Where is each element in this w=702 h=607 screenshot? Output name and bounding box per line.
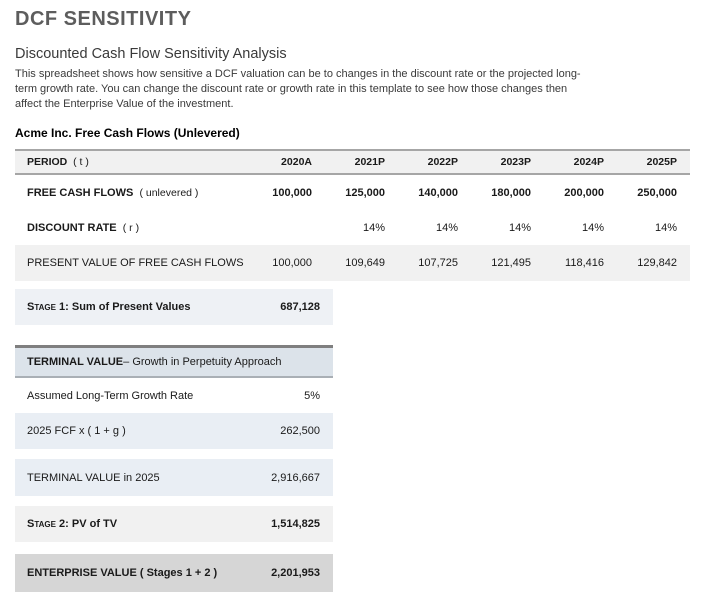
- enterprise-value-value: 2,201,953: [271, 567, 320, 579]
- pv-cell-2020: 100,000: [272, 257, 312, 269]
- fcf-times-growth-label: 2025 FCF x ( 1 + g ): [27, 425, 126, 437]
- table-header-row: [15, 149, 690, 175]
- discount-cell-2023[interactable]: 14%: [508, 221, 531, 234]
- page-title: DCF SENSITIVITY: [15, 8, 192, 30]
- table-heading: Acme Inc. Free Cash Flows (Unlevered): [15, 126, 240, 140]
- fcf-cell-2024[interactable]: 200,000: [564, 186, 604, 199]
- pv-cell-2025: 129,842: [637, 257, 677, 269]
- free-cash-flows-row: [15, 175, 690, 210]
- period-header: PERIOD ( t ): [27, 156, 89, 168]
- growth-rate-row: [15, 378, 333, 413]
- fcf-cell-2023[interactable]: 180,000: [491, 186, 531, 199]
- free-cash-flows-label: FREE CASH FLOWS ( unlevered ): [27, 186, 199, 199]
- discount-cell-2025[interactable]: 14%: [654, 221, 677, 234]
- cash-flow-table: [15, 149, 690, 281]
- fcf-cell-2021[interactable]: 125,000: [345, 186, 385, 199]
- terminal-value-2025-value: 2,916,667: [271, 471, 320, 484]
- discount-rate-label: DISCOUNT RATE ( r ): [27, 221, 140, 234]
- col-header-2024p: 2024P: [573, 156, 604, 168]
- discount-cell-2024[interactable]: 14%: [581, 221, 604, 234]
- page-description: This spreadsheet shows how sensitive a DCF valuation can be to changes in the discount rate or the projected long-term growth rate. You can change the discount rate or growth rate in this template to see how those changes then affect the Enterprise Value of the investment.: [15, 68, 581, 110]
- discount-rate-row: [15, 210, 690, 245]
- col-header-2021p: 2021P: [354, 156, 385, 168]
- col-header-2022p: 2022P: [427, 156, 458, 168]
- fcf-cell-2020[interactable]: 100,000: [272, 186, 312, 199]
- pv-cell-2023: 121,495: [491, 257, 531, 269]
- pv-cell-2022: 107,725: [418, 257, 458, 269]
- terminal-value-2025-row: [15, 459, 333, 496]
- present-value-row: [15, 245, 690, 281]
- growth-rate-label: Assumed Long-Term Growth Rate: [27, 389, 194, 402]
- discount-cell-2021[interactable]: 14%: [362, 221, 385, 234]
- enterprise-value-label: ENTERPRISE VALUE ( Stages 1 + 2 ): [27, 567, 218, 579]
- terminal-value-header: TERMINAL VALUE – Growth in Perpetuity Approach: [15, 345, 333, 378]
- col-header-2020a: 2020A: [281, 156, 312, 168]
- enterprise-value-box: [15, 554, 333, 592]
- stage1-label: Stage 1: Sum of Present Values: [27, 301, 191, 313]
- stage2-value: 1,514,825: [271, 518, 320, 530]
- stage1-value: 687,128: [280, 301, 320, 313]
- pv-cell-2021: 109,649: [345, 257, 385, 269]
- fcf-cell-2022[interactable]: 140,000: [418, 186, 458, 199]
- stage1-summary-box: [15, 289, 333, 325]
- fcf-times-growth-value: 262,500: [280, 425, 320, 437]
- terminal-value-2025-label: TERMINAL VALUE in 2025: [27, 471, 160, 484]
- present-value-label: PRESENT VALUE OF FREE CASH FLOWS: [27, 257, 244, 269]
- col-header-2025p: 2025P: [646, 156, 677, 168]
- pv-cell-2024: 118,416: [565, 257, 604, 269]
- discount-cell-2022[interactable]: 14%: [435, 221, 458, 234]
- stage2-label: Stage 2: PV of TV: [27, 518, 118, 530]
- fcf-times-growth-row: [15, 413, 333, 449]
- page-subtitle: Discounted Cash Flow Sensitivity Analysis: [15, 46, 287, 62]
- fcf-cell-2025[interactable]: 250,000: [637, 186, 677, 199]
- growth-rate-value[interactable]: 5%: [304, 389, 320, 402]
- col-header-2023p: 2023P: [500, 156, 531, 168]
- stage2-summary-box: [15, 506, 333, 542]
